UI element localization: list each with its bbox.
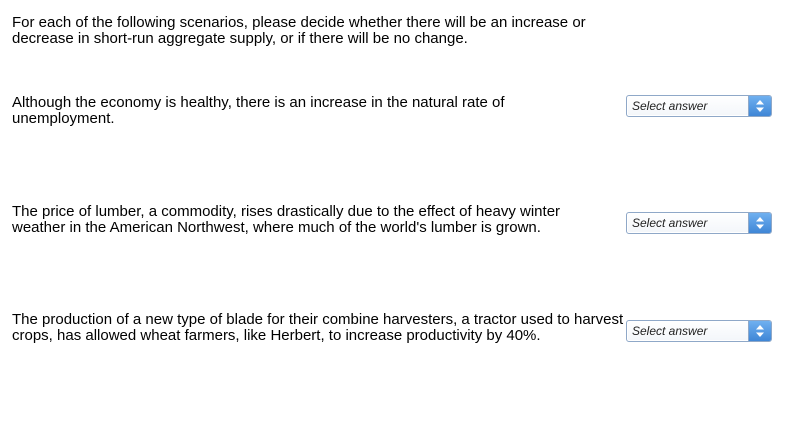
scenario-1-answer-select[interactable] [626, 95, 772, 117]
up-down-arrows-icon[interactable] [748, 96, 771, 116]
scenario-2-answer-select[interactable] [626, 212, 772, 234]
scenario-2-text: The price of lumber, a commodity, rises drastically due to the effect of heavy winter weather in the American Northwest, where much of the world's lumber is grown. [12, 203, 561, 236]
scenario-3-answer-select[interactable] [626, 320, 772, 342]
up-down-arrows-icon[interactable] [748, 213, 771, 233]
instructions-text: For each of the following scenarios, please decide whether there will be an increase or decrease in short-run aggregate supply, or if there will be no change. [12, 14, 586, 47]
up-down-arrows-icon[interactable] [748, 321, 771, 341]
scenario-1-text: Although the economy is healthy, there is an increase in the natural rate of unemployment. [12, 94, 505, 127]
scenario-3-text: The production of a new type of blade for their combine harvesters, a tractor used to harvest crops, has allowed wheat farmers, like Herbert, to increase productivity by 40%. [12, 311, 624, 344]
select-placeholder: Select answer [632, 324, 708, 338]
select-placeholder: Select answer [632, 99, 708, 113]
select-placeholder: Select answer [632, 216, 708, 230]
